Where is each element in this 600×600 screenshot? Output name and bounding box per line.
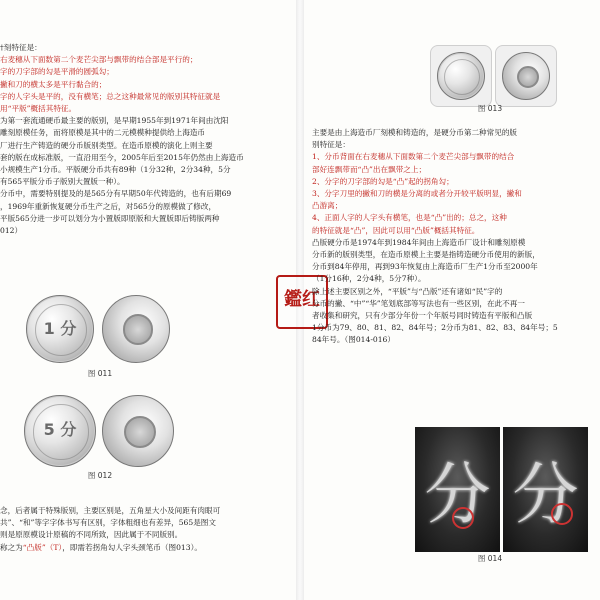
fen-glyph: 分 <box>512 456 579 533</box>
text-line: 撇和刀的横太多是平行黏合的； <box>0 79 107 89</box>
coin-holder-right <box>495 45 557 107</box>
text-line: 字的刀字部的勾是平滑的圆弧勾； <box>0 67 114 77</box>
text-line: 凸版硬分币是1974年到1984年间由上海造币厂设计和雕刻原模 <box>312 237 526 247</box>
text-line: 小规模生产1分币。平版硬分币共有89种（1分32种，2分34种，5分 <box>0 165 231 175</box>
text-line: 4、正面人字的人字头有横笔，也是“凸”出的；总之，这种 <box>312 213 507 223</box>
text-line: 右麦穗从下面数第二个麦芒尖部与飘带的结合部是平行的； <box>0 55 198 65</box>
figure-011-caption: 图 011 <box>87 369 113 378</box>
text-line: †刻特征是： <box>0 43 42 52</box>
highlight-circle <box>551 503 573 525</box>
text-line: 者收集和研究，只有少部分年份一个年版号同时铸造有平版和凸版 <box>312 311 533 321</box>
left-text-top <box>0 42 290 237</box>
text-line: 除上述主要区别之外，“平版”与“凸版”还有诸如“民”字的 <box>312 286 503 296</box>
text-line: 的特征就是“凸”，因此可以用“凸版”概括其特征。 <box>312 225 480 235</box>
coin-holder-left <box>430 45 492 107</box>
text-line: 字的人字头是平的，没有横笔；总之这种最常见的版别其特征就是 <box>0 91 221 101</box>
national-emblem-icon <box>517 66 539 88</box>
text-line: 为第一套流通硬币最主要的版别，是早期1955年到1971年间由沈阳 <box>0 116 229 126</box>
text-line: 分币中，需要特别提及的是565分有早期50年代铸造的，也有后期69 <box>0 189 232 199</box>
text-line: 厂进行生产铸造的硬分币版别类型。在造币原模的演化上则主要 <box>0 140 213 150</box>
coin-1fen-reverse <box>26 295 94 363</box>
left-last-line: 称之为“凸版”（T），即需若拐角勾人字头颈笔币（图013）。 <box>0 542 202 552</box>
closeup-fen-character-right <box>503 427 588 552</box>
text-line: 别特征是： <box>312 140 350 150</box>
text-line: ，1969年重新恢复硬分币生产之后，对565分的原模做了修改， <box>0 201 217 211</box>
text-line: 套的版在成标准版，一直沿用至今，2005年后至2015年仍然由上海造币 <box>0 152 244 162</box>
text-line: 共”、“和”等字字体书写有区别，字体粗细也有差异，565是图文 <box>0 518 216 528</box>
coin-5fen-reverse <box>24 395 96 467</box>
coin-1fen-obverse <box>102 295 170 363</box>
figure-012-caption: 图 012 <box>87 471 113 480</box>
right-text <box>312 127 600 347</box>
text-line: 凸游离； <box>312 201 343 211</box>
text-line: （1分16种，2分4种，5分7种）。 <box>312 274 426 284</box>
text-line: 1、分币背面在右麦穗从下面数第二个麦芒尖部与飘带的结合 <box>312 152 515 162</box>
text-line: 念，后者属于特殊版别，主要区别是，五角星大小及间距有肉眼可 <box>0 506 221 515</box>
closeup-fen-character-left <box>415 427 500 552</box>
text-line: 平版565分进一步可以划分为小置版即原版和大置版即后铸版两种 <box>0 213 220 223</box>
coin-denomination: 1 分 <box>43 318 77 338</box>
text-line: 雕刻原模任务，而将原模是其中的二元模模种提供给上海造币 <box>0 128 206 138</box>
text-line: 012） <box>0 226 23 236</box>
coin-5fen-obverse <box>102 395 174 467</box>
fen-glyph: 分 <box>424 456 491 533</box>
highlight-circle <box>452 507 474 529</box>
text-line: 1分币为79、80、81、82、84年号；2分币为81、82、83、84年号；5 <box>312 323 558 333</box>
text-line: 3、分字刀里的撇和刀的横是分离的或者分开较平版明显，撇和 <box>312 189 522 199</box>
text-line: 用“平版”概括其特征。 <box>0 104 77 114</box>
coin-reverse <box>437 52 485 100</box>
coin-obverse <box>502 52 550 100</box>
text-line: 有565平版分币子版别大置版一种）。 <box>0 177 125 187</box>
text-line: 2、分字的刀字部的勾是“凸”起的拐角勾； <box>312 176 454 186</box>
text-line: 主要是由上海造币厂刻模和铸造的，是硬分币第二种常见的版 <box>312 128 518 137</box>
red-seal-stamp: 鑑红 <box>276 275 328 329</box>
coin-rim <box>444 59 481 96</box>
text-line: 分币到84年停用，再到93年恢复由上海造币厂生产1分币至2000年 <box>312 262 538 272</box>
coin-denomination: 5 分 <box>43 420 77 439</box>
text-line: 84年号。（图014-016） <box>312 335 395 345</box>
text-line: 部好连飘带而“凸”出在飘带之上； <box>312 164 427 174</box>
text-line: 分币新的版别类型，在造币原模上主要是指铸造硬分币使用的新版， <box>312 250 540 260</box>
text-line: 分币的撇、“中”“华”笔划底部等写法也有一些区别，在此不再一 <box>312 298 525 308</box>
figure-013-caption: 图 013 <box>477 104 503 113</box>
text-line: 则是原原模设计原稿的不同所致，因此属于不同版别。 <box>0 530 183 540</box>
national-emblem-icon <box>124 416 156 448</box>
national-emblem-icon <box>123 314 153 344</box>
left-text-bottom <box>0 505 290 554</box>
figure-014-caption: 图 014 <box>477 554 503 563</box>
